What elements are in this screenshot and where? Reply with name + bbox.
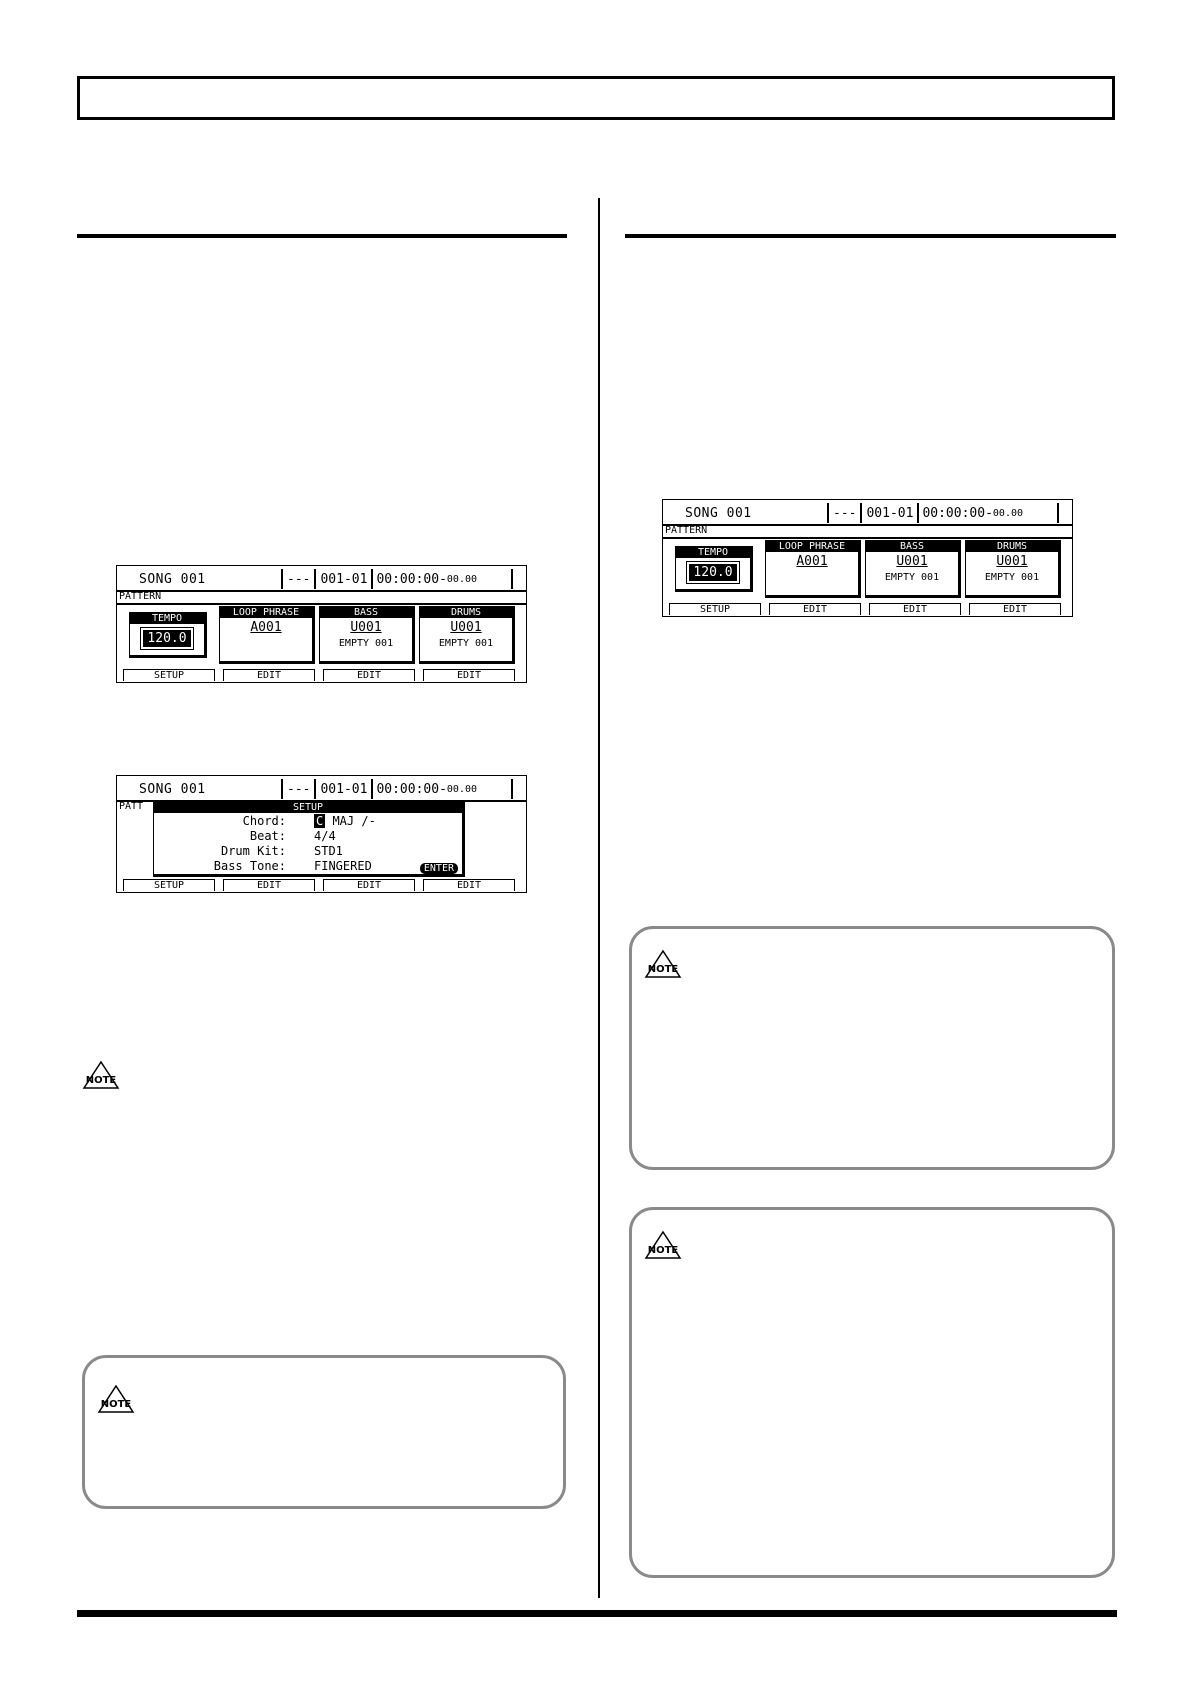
note-icon bbox=[97, 1384, 135, 1416]
lcd-screen-setup: SONG 001 --- 001-01 00:00:00 - 00.00 PATT SETUP EDIT EDIT EDIT SETUP Chord: C MAJ /- Beat: 4/4 Drum Kit: STD1 Bass Tone: FINGERED ENTER bbox=[116, 775, 527, 893]
function-bar bbox=[117, 667, 526, 682]
f2-edit-button[interactable]: EDIT bbox=[223, 669, 315, 681]
f4-edit-button[interactable]: EDIT bbox=[423, 669, 515, 681]
f4-edit-button-right[interactable]: EDIT bbox=[969, 603, 1061, 615]
tempo-value: 120.0 bbox=[143, 630, 190, 647]
chord-cursor[interactable]: C bbox=[316, 814, 324, 828]
f2-edit-button-right[interactable]: EDIT bbox=[769, 603, 861, 615]
lcd-screen-pattern bbox=[116, 565, 527, 683]
note-box-right-1 bbox=[629, 926, 1115, 1170]
enter-button[interactable]: ENTER bbox=[420, 863, 458, 874]
section-rule-left bbox=[77, 234, 567, 238]
note-box-left bbox=[82, 1355, 566, 1509]
column-divider bbox=[598, 198, 600, 1598]
position-display bbox=[281, 569, 513, 589]
note-icon bbox=[644, 949, 682, 981]
loop-phrase-block: LOOP PHRASE A001 bbox=[219, 606, 315, 664]
drums-block: DRUMS U001 EMPTY 001 bbox=[419, 606, 515, 664]
f3-edit-button[interactable]: EDIT bbox=[323, 669, 415, 681]
f1-setup-button-right[interactable]: SETUP bbox=[669, 603, 761, 615]
lcd-screen-pattern-right: SONG 001 --- 001-01 00:00:00 - 00.00 PATTERN TEMPO 120.0 LOOP PHRASE A001 BASS U001 EMPTY 001 DRUMS U001 EMPTY 001 SETUP EDIT EDIT EDIT bbox=[662, 499, 1073, 617]
note-icon bbox=[644, 1230, 682, 1262]
f1-setup-button[interactable]: SETUP bbox=[123, 669, 215, 681]
setup-popup: SETUP Chord: C MAJ /- Beat: 4/4 Drum Kit: STD1 Bass Tone: FINGERED ENTER bbox=[153, 801, 465, 877]
note-box-right-2 bbox=[629, 1207, 1115, 1578]
note-icon bbox=[82, 1060, 120, 1092]
mode-label: PATTERN bbox=[119, 591, 162, 602]
mode-label-partial: PATT bbox=[119, 801, 144, 812]
bass-block: BASS U001 EMPTY 001 bbox=[319, 606, 415, 664]
page-title-box bbox=[77, 76, 1115, 120]
time-readout: 00:00:00 - 00.00 bbox=[376, 571, 478, 587]
beat-readout: 001-01 bbox=[316, 569, 373, 589]
measure-readout: --- bbox=[283, 569, 316, 589]
tempo-label: TEMPO bbox=[130, 613, 204, 624]
footer-rule bbox=[77, 1610, 1117, 1617]
svg-text:NOTE: NOTE bbox=[647, 1245, 679, 1256]
svg-text:NOTE: NOTE bbox=[647, 964, 679, 975]
svg-text:NOTE: NOTE bbox=[100, 1399, 132, 1410]
f3-edit-button-right[interactable]: EDIT bbox=[869, 603, 961, 615]
setup-popup-title: SETUP bbox=[154, 802, 462, 813]
tempo-block bbox=[129, 612, 207, 658]
svg-text:NOTE: NOTE bbox=[85, 1075, 117, 1086]
song-name: SONG 001 bbox=[139, 572, 206, 587]
section-rule-right bbox=[625, 234, 1116, 238]
